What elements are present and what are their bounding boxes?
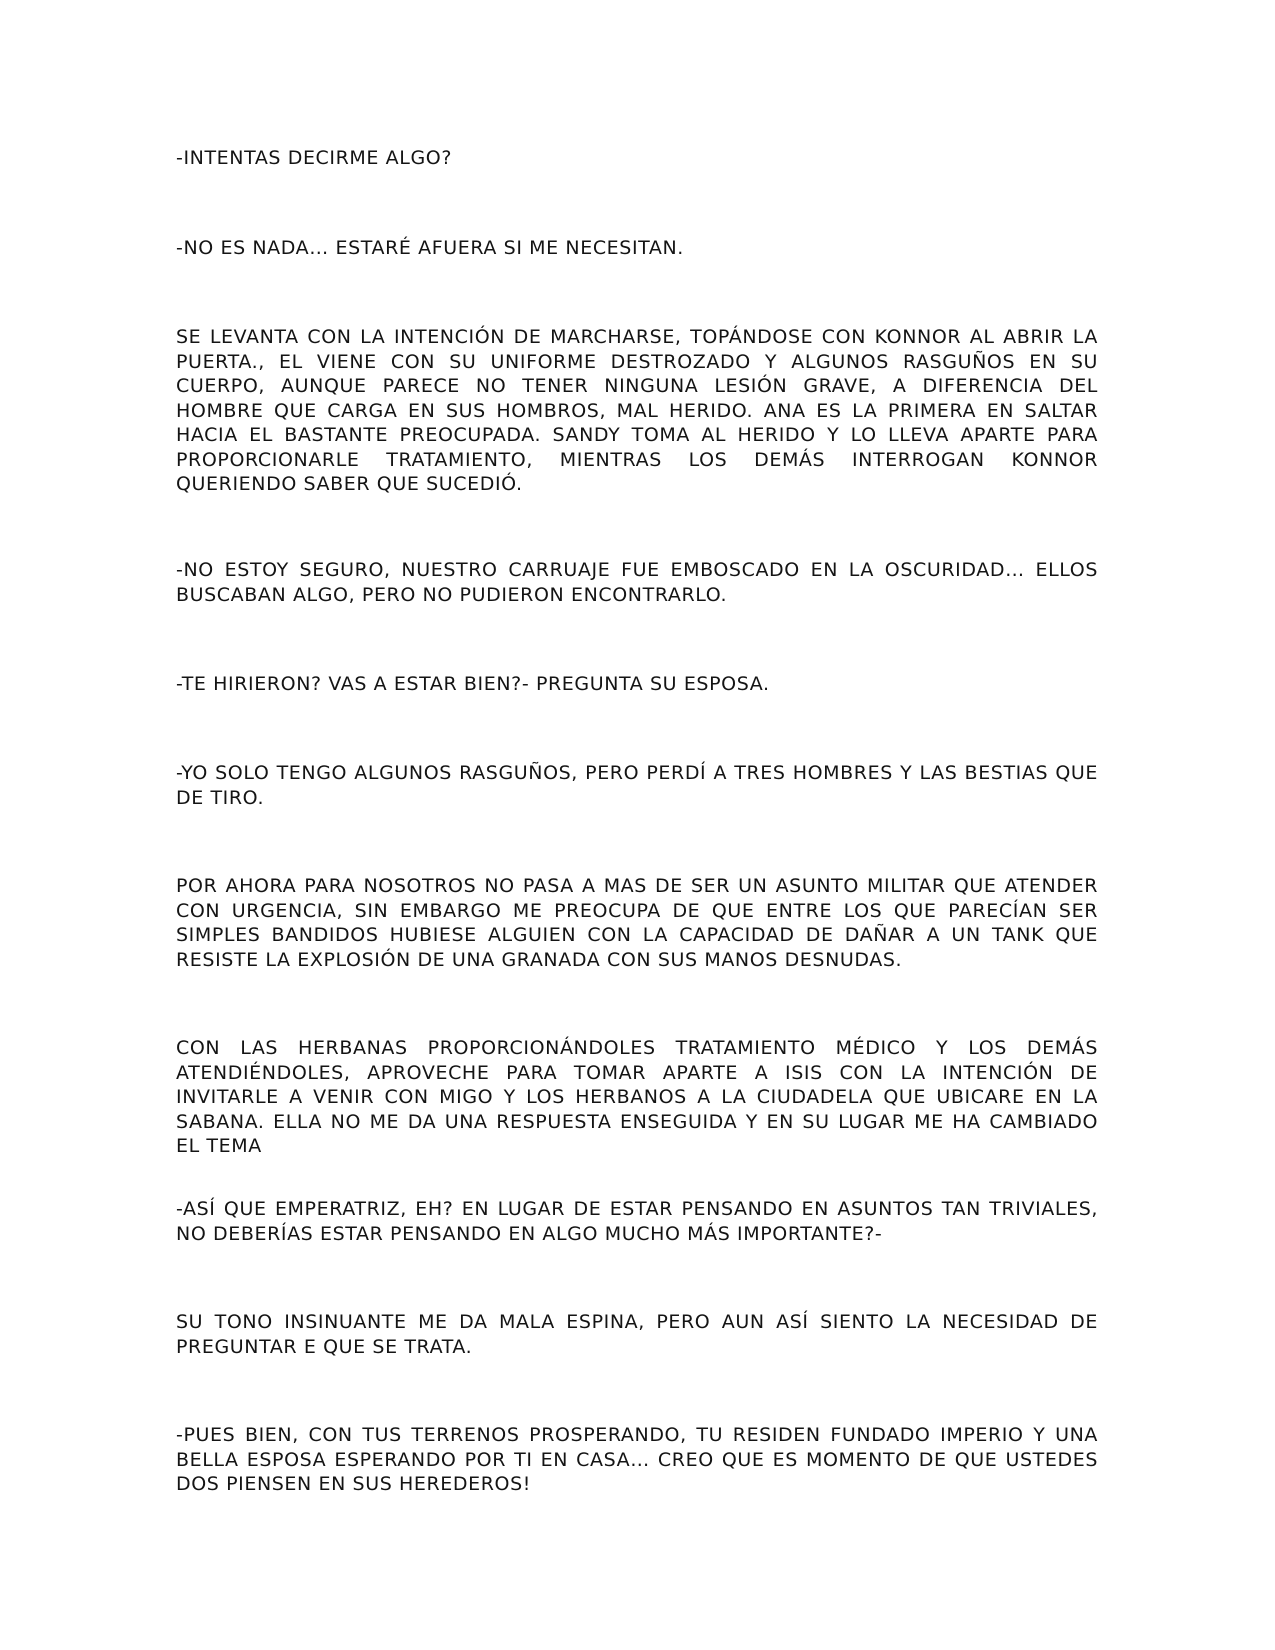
dialogue-line: -NO ES NADA… ESTARÉ AFUERA SI ME NECESITAN.	[176, 237, 684, 259]
dialogue-line: -YO SOLO TENGO ALGUNOS RASGUÑOS, PERO PERDÍ A TRES HOMBRES Y LAS BESTIAS QUE DE TIRO.	[176, 762, 1098, 809]
narration-paragraph: SU TONO INSINUANTE ME DA MALA ESPINA, PERO AUN ASÍ SIENTO LA NECESIDAD DE PREGUNTAR E QUE SE TRATA.	[176, 1311, 1098, 1358]
dialogue-line: -INTENTAS DECIRME ALGO?	[176, 147, 453, 169]
narration-paragraph: CON LAS HERBANAS PROPORCIONÁNDOLES TRATAMIENTO MÉDICO Y LOS DEMÁS ATENDIÉNDOLES, APROVECHE PARA TOMAR APARTE A ISIS CON LA INTENCIÓN DE INVITARLE A VENIR CON MIGO Y LOS HERBANOS A LA CIUDADELA QUE UBICARE EN LA SABANA. ELLA NO ME DA UNA RESPUESTA ENSEGUIDA Y EN SU LUGAR ME HA CAMBIADO EL TEMA	[176, 1037, 1098, 1157]
narration-paragraph: SE LEVANTA CON LA INTENCIÓN DE MARCHARSE, TOPÁNDOSE CON KONNOR AL ABRIR LA PUERTA., EL VIENE CON SU UNIFORME DESTROZADO Y ALGUNOS RASGUÑOS EN SU CUERPO, AUNQUE PARECE NO TENER NINGUNA LESIÓN GRAVE, A DIFERENCIA DEL HOMBRE QUE CARGA EN SUS HOMBROS, MAL HERIDO. ANA ES LA PRIMERA EN SALTAR HACIA EL BASTANTE PREOCUPADA. SANDY TOMA AL HERIDO Y LO LLEVA APARTE PARA PROPORCIONARLE TRATAMIENTO, MIENTRAS LOS DEMÁS INTERROGAN KONNOR QUERIENDO SABER QUE SUCEDIÓ.	[176, 326, 1098, 495]
dialogue-line: -PUES BIEN, CON TUS TERRENOS PROSPERANDO, TU RESIDEN FUNDADO IMPERIO Y UNA BELLA ESPOSA ESPERANDO POR TI EN CASA… CREO QUE ES MOMENTO DE QUE USTEDES DOS PIENSEN EN SUS HEREDEROS!	[176, 1424, 1098, 1495]
dialogue-line: -NO ESTOY SEGURO, NUESTRO CARRUAJE FUE EMBOSCADO EN LA OSCURIDAD… ELLOS BUSCABAN ALGO, PERO NO PUDIERON ENCONTRARLO.	[176, 559, 1098, 606]
narration-paragraph: POR AHORA PARA NOSOTROS NO PASA A MAS DE SER UN ASUNTO MILITAR QUE ATENDER CON URGENCIA, SIN EMBARGO ME PREOCUPA DE QUE ENTRE LOS QUE PARECÍAN SER SIMPLES BANDIDOS HUBIESE ALGUIEN CON LA CAPACIDAD DE DAÑAR A UN TANK QUE RESISTE LA EXPLOSIÓN DE UNA GRANADA CON SUS MANOS DESNUDAS.	[176, 875, 1098, 971]
dialogue-line: -TE HIRIERON? VAS A ESTAR BIEN?- PREGUNTA SU ESPOSA.	[176, 673, 770, 695]
dialogue-line: -ASÍ QUE EMPERATRIZ, EH? EN LUGAR DE ESTAR PENSANDO EN ASUNTOS TAN TRIVIALES, NO DEBERÍAS ESTAR PENSANDO EN ALGO MUCHO MÁS IMPORTANTE?-	[176, 1198, 1098, 1245]
